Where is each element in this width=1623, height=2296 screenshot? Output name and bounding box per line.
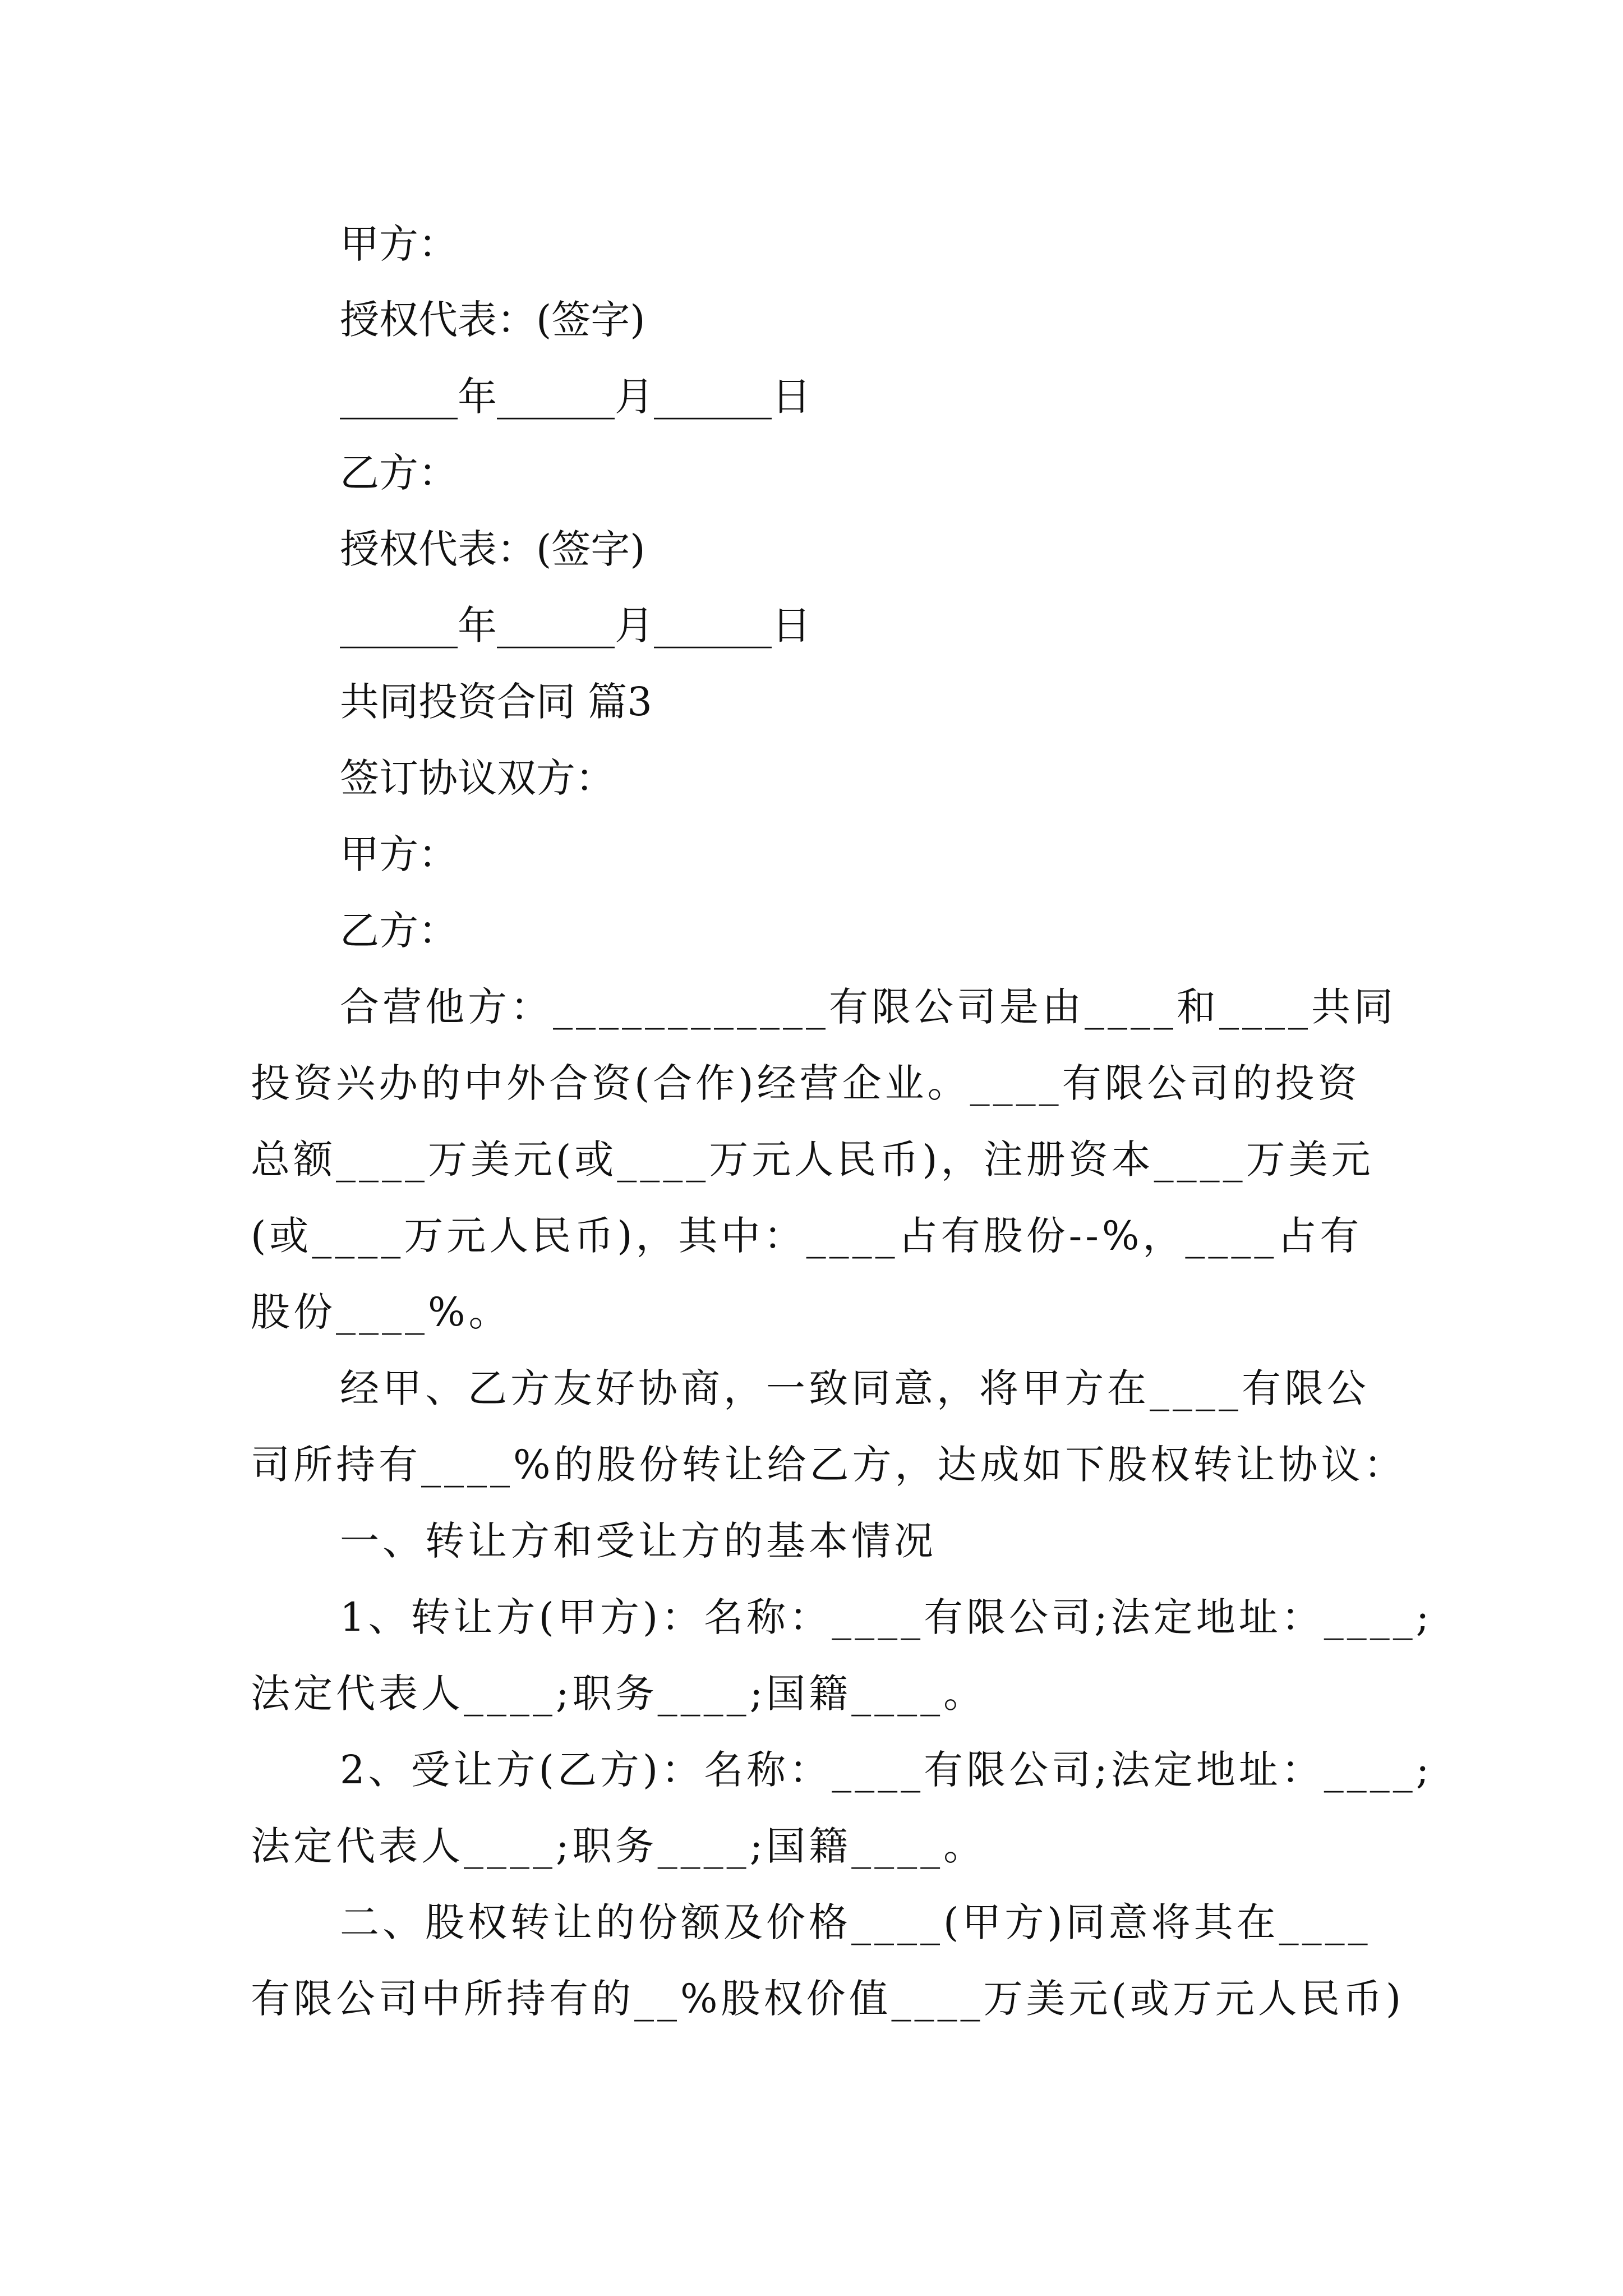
paragraph-line: 总额____万美元(或____万元人民币)，注册资本____万美元 <box>251 1137 1374 1182</box>
party-a-representative-signature: 授权代表：(签字) <box>340 297 645 343</box>
paragraph-line: (或____万元人民币)，其中：____占有股份--%，____占有 <box>251 1213 1363 1259</box>
paragraph-line: 2、受让方(乙方)：名称：____有限公司;法定地址：____; <box>340 1747 1433 1793</box>
paragraph-line: 法定代表人____;职务____;国籍____。 <box>251 1671 986 1717</box>
party-b-label: 乙方： <box>340 450 458 496</box>
party-b-representative-signature: 授权代表：(签字) <box>340 526 645 572</box>
paragraph-line: 有限公司中所持有的__%股权价值____万美元(或万元人民币) <box>251 1976 1405 2022</box>
paragraph-line: 经甲、乙方友好协商，一致同意，将甲方在____有限公 <box>340 1365 1370 1411</box>
section-heading: 共同投资合同 篇3 <box>340 679 652 725</box>
paragraph-line: 投资兴办的中外合资(合作)经营企业。____有限公司的投资 <box>251 1060 1361 1106</box>
clause-heading: 二、股权转让的份额及价格____(甲方)同意将其在____ <box>340 1899 1371 1945</box>
party-b-label-2: 乙方： <box>340 908 458 954</box>
paragraph-line: 股份____%。 <box>251 1289 511 1335</box>
party-a-date-line: ______年______月______日 <box>340 374 811 420</box>
clause-heading: 一、转让方和受让方的基本情况 <box>340 1518 937 1564</box>
paragraph-line: 1、转让方(甲方)：名称：____有限公司;法定地址：____; <box>340 1594 1433 1640</box>
paragraph-line: 合营他方：____________有限公司是由____和____共同 <box>340 984 1396 1030</box>
signing-parties-label: 签订协议双方： <box>340 755 615 801</box>
party-a-label: 甲方： <box>340 221 458 267</box>
paragraph-line: 司所持有____%的股份转让给乙方，达成如下股权转让协议： <box>251 1442 1407 1488</box>
party-b-date-line: ______年______月______日 <box>340 602 811 648</box>
party-a-label-2: 甲方： <box>340 831 458 877</box>
paragraph-line: 法定代表人____;职务____;国籍____。 <box>251 1823 986 1869</box>
